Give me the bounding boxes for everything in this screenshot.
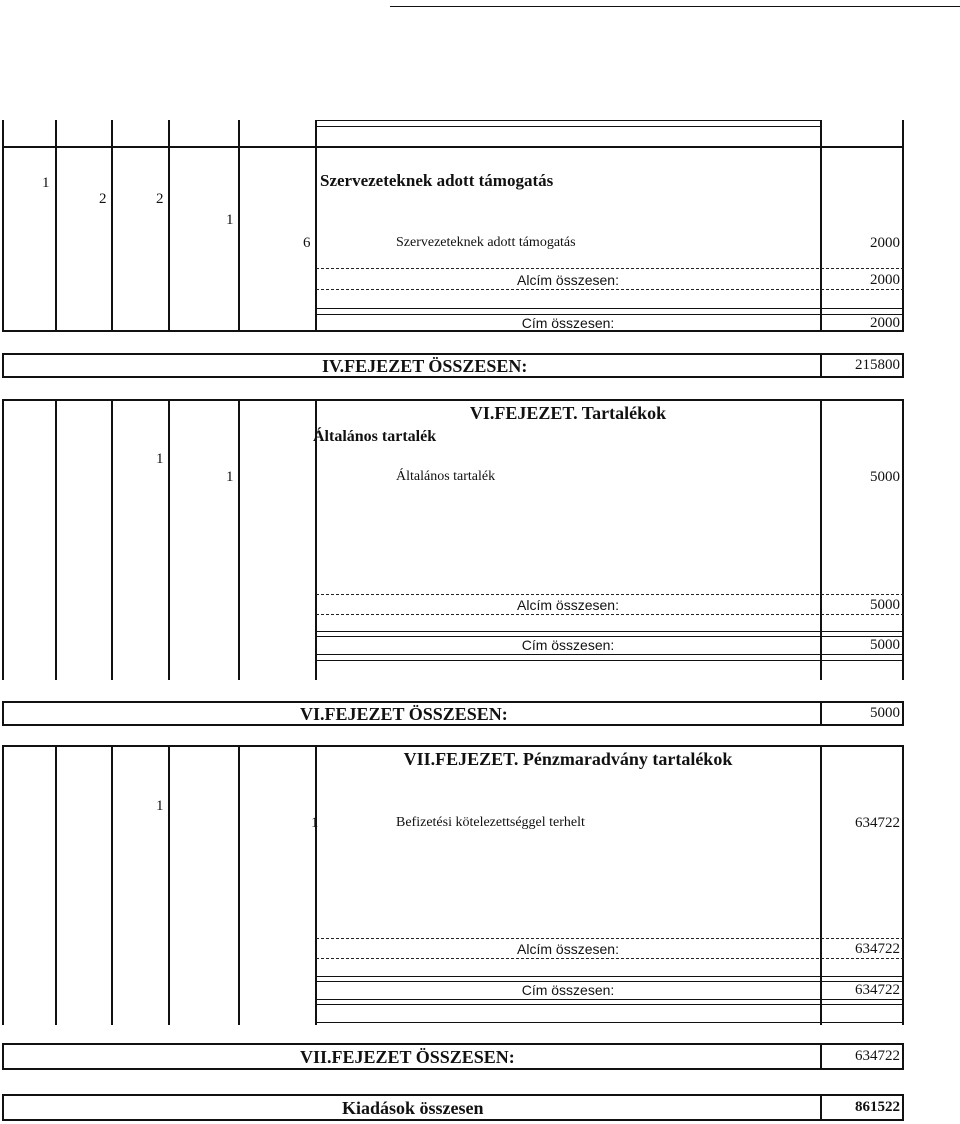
row-rule	[316, 999, 904, 1000]
code-1: 1	[156, 798, 164, 814]
chapter6-total-label: VI.FEJEZET ÖSSZESEN:	[300, 704, 508, 724]
row-rule	[316, 631, 904, 632]
top-rule	[390, 6, 960, 7]
section-heading: Szervezeteknek adott támogatás	[320, 171, 554, 190]
chapter-title: VI.FEJEZET. Tartalékok	[469, 403, 667, 423]
code-1: 1	[156, 451, 164, 467]
code-2: 2	[99, 191, 107, 207]
col-divider	[2, 745, 4, 1025]
row-rule	[316, 660, 904, 661]
dashed-rule	[316, 938, 904, 939]
row-rule	[2, 146, 904, 148]
chapter6-total-value: 5000	[870, 705, 900, 721]
alcim-label: Alcím összesen:	[517, 941, 619, 957]
code-2: 1	[311, 815, 319, 831]
alcim-value: 5000	[870, 597, 900, 613]
cim-value: 634722	[855, 982, 900, 998]
col-divider	[2, 399, 4, 680]
item-value: 5000	[870, 469, 900, 485]
row-rule	[316, 654, 904, 655]
cim-label: Cím összesen:	[521, 637, 615, 653]
col-divider	[315, 120, 317, 332]
row-rule	[316, 976, 904, 977]
grand-total-label: Kiadások összesen	[342, 1098, 484, 1118]
code-4: 1	[226, 212, 234, 228]
alcim-value: 2000	[870, 272, 900, 288]
dashed-rule	[316, 614, 904, 615]
cim-label: Cím összesen:	[521, 982, 615, 998]
col-divider	[238, 745, 240, 1025]
item-label: Befizetési kötelezettséggel terhelt	[396, 815, 585, 830]
row-rule	[2, 745, 904, 747]
cim-label: Cím összesen:	[521, 315, 615, 331]
row-rule	[2, 330, 904, 332]
col-divider	[168, 120, 170, 332]
cim-value: 2000	[870, 315, 900, 331]
code-3: 2	[156, 191, 164, 207]
row-rule	[316, 120, 820, 121]
col-divider	[111, 399, 113, 680]
col-divider	[902, 399, 904, 680]
col-divider	[902, 745, 904, 1025]
subheading: Általános tartalék	[313, 428, 437, 445]
col-divider	[2, 120, 4, 332]
item-label: Szervezeteknek adott támogatás	[396, 235, 576, 250]
chapter7-total-label: VII.FEJEZET ÖSSZESEN:	[300, 1047, 515, 1067]
cim-value: 5000	[870, 637, 900, 653]
dashed-rule	[316, 958, 904, 959]
row-rule	[316, 1004, 904, 1005]
dashed-rule	[316, 268, 904, 269]
col-divider	[820, 120, 822, 332]
col-divider	[55, 745, 57, 1025]
grand-total-value: 861522	[855, 1099, 900, 1115]
code-1: 1	[42, 175, 50, 191]
col-divider	[168, 745, 170, 1025]
col-divider	[55, 120, 57, 332]
item-value: 634722	[855, 815, 900, 831]
item-label: Általános tartalék	[396, 469, 496, 484]
code-5: 6	[303, 235, 311, 251]
col-divider	[238, 120, 240, 332]
chapter4-total-label: IV.FEJEZET ÖSSZESEN:	[322, 356, 528, 376]
row-rule	[316, 126, 820, 127]
col-divider	[238, 399, 240, 680]
col-divider	[168, 399, 170, 680]
alcim-value: 634722	[855, 941, 900, 957]
col-divider	[902, 120, 904, 332]
chapter4-total-value: 215800	[855, 357, 900, 373]
alcim-label: Alcím összesen:	[517, 597, 619, 613]
code-2: 1	[226, 469, 234, 485]
row-rule	[2, 399, 904, 401]
col-divider	[111, 120, 113, 332]
alcim-label: Alcím összesen:	[517, 272, 619, 288]
row-rule	[316, 1022, 904, 1023]
chapter-title: VII.FEJEZET. Pénzmaradvány tartalékok	[403, 749, 733, 769]
chapter7-total-value: 634722	[855, 1048, 900, 1064]
dashed-rule	[316, 594, 904, 595]
row-rule	[316, 308, 904, 309]
item-value: 2000	[870, 235, 900, 251]
dashed-rule	[316, 289, 904, 290]
col-divider	[55, 399, 57, 680]
col-divider	[111, 745, 113, 1025]
